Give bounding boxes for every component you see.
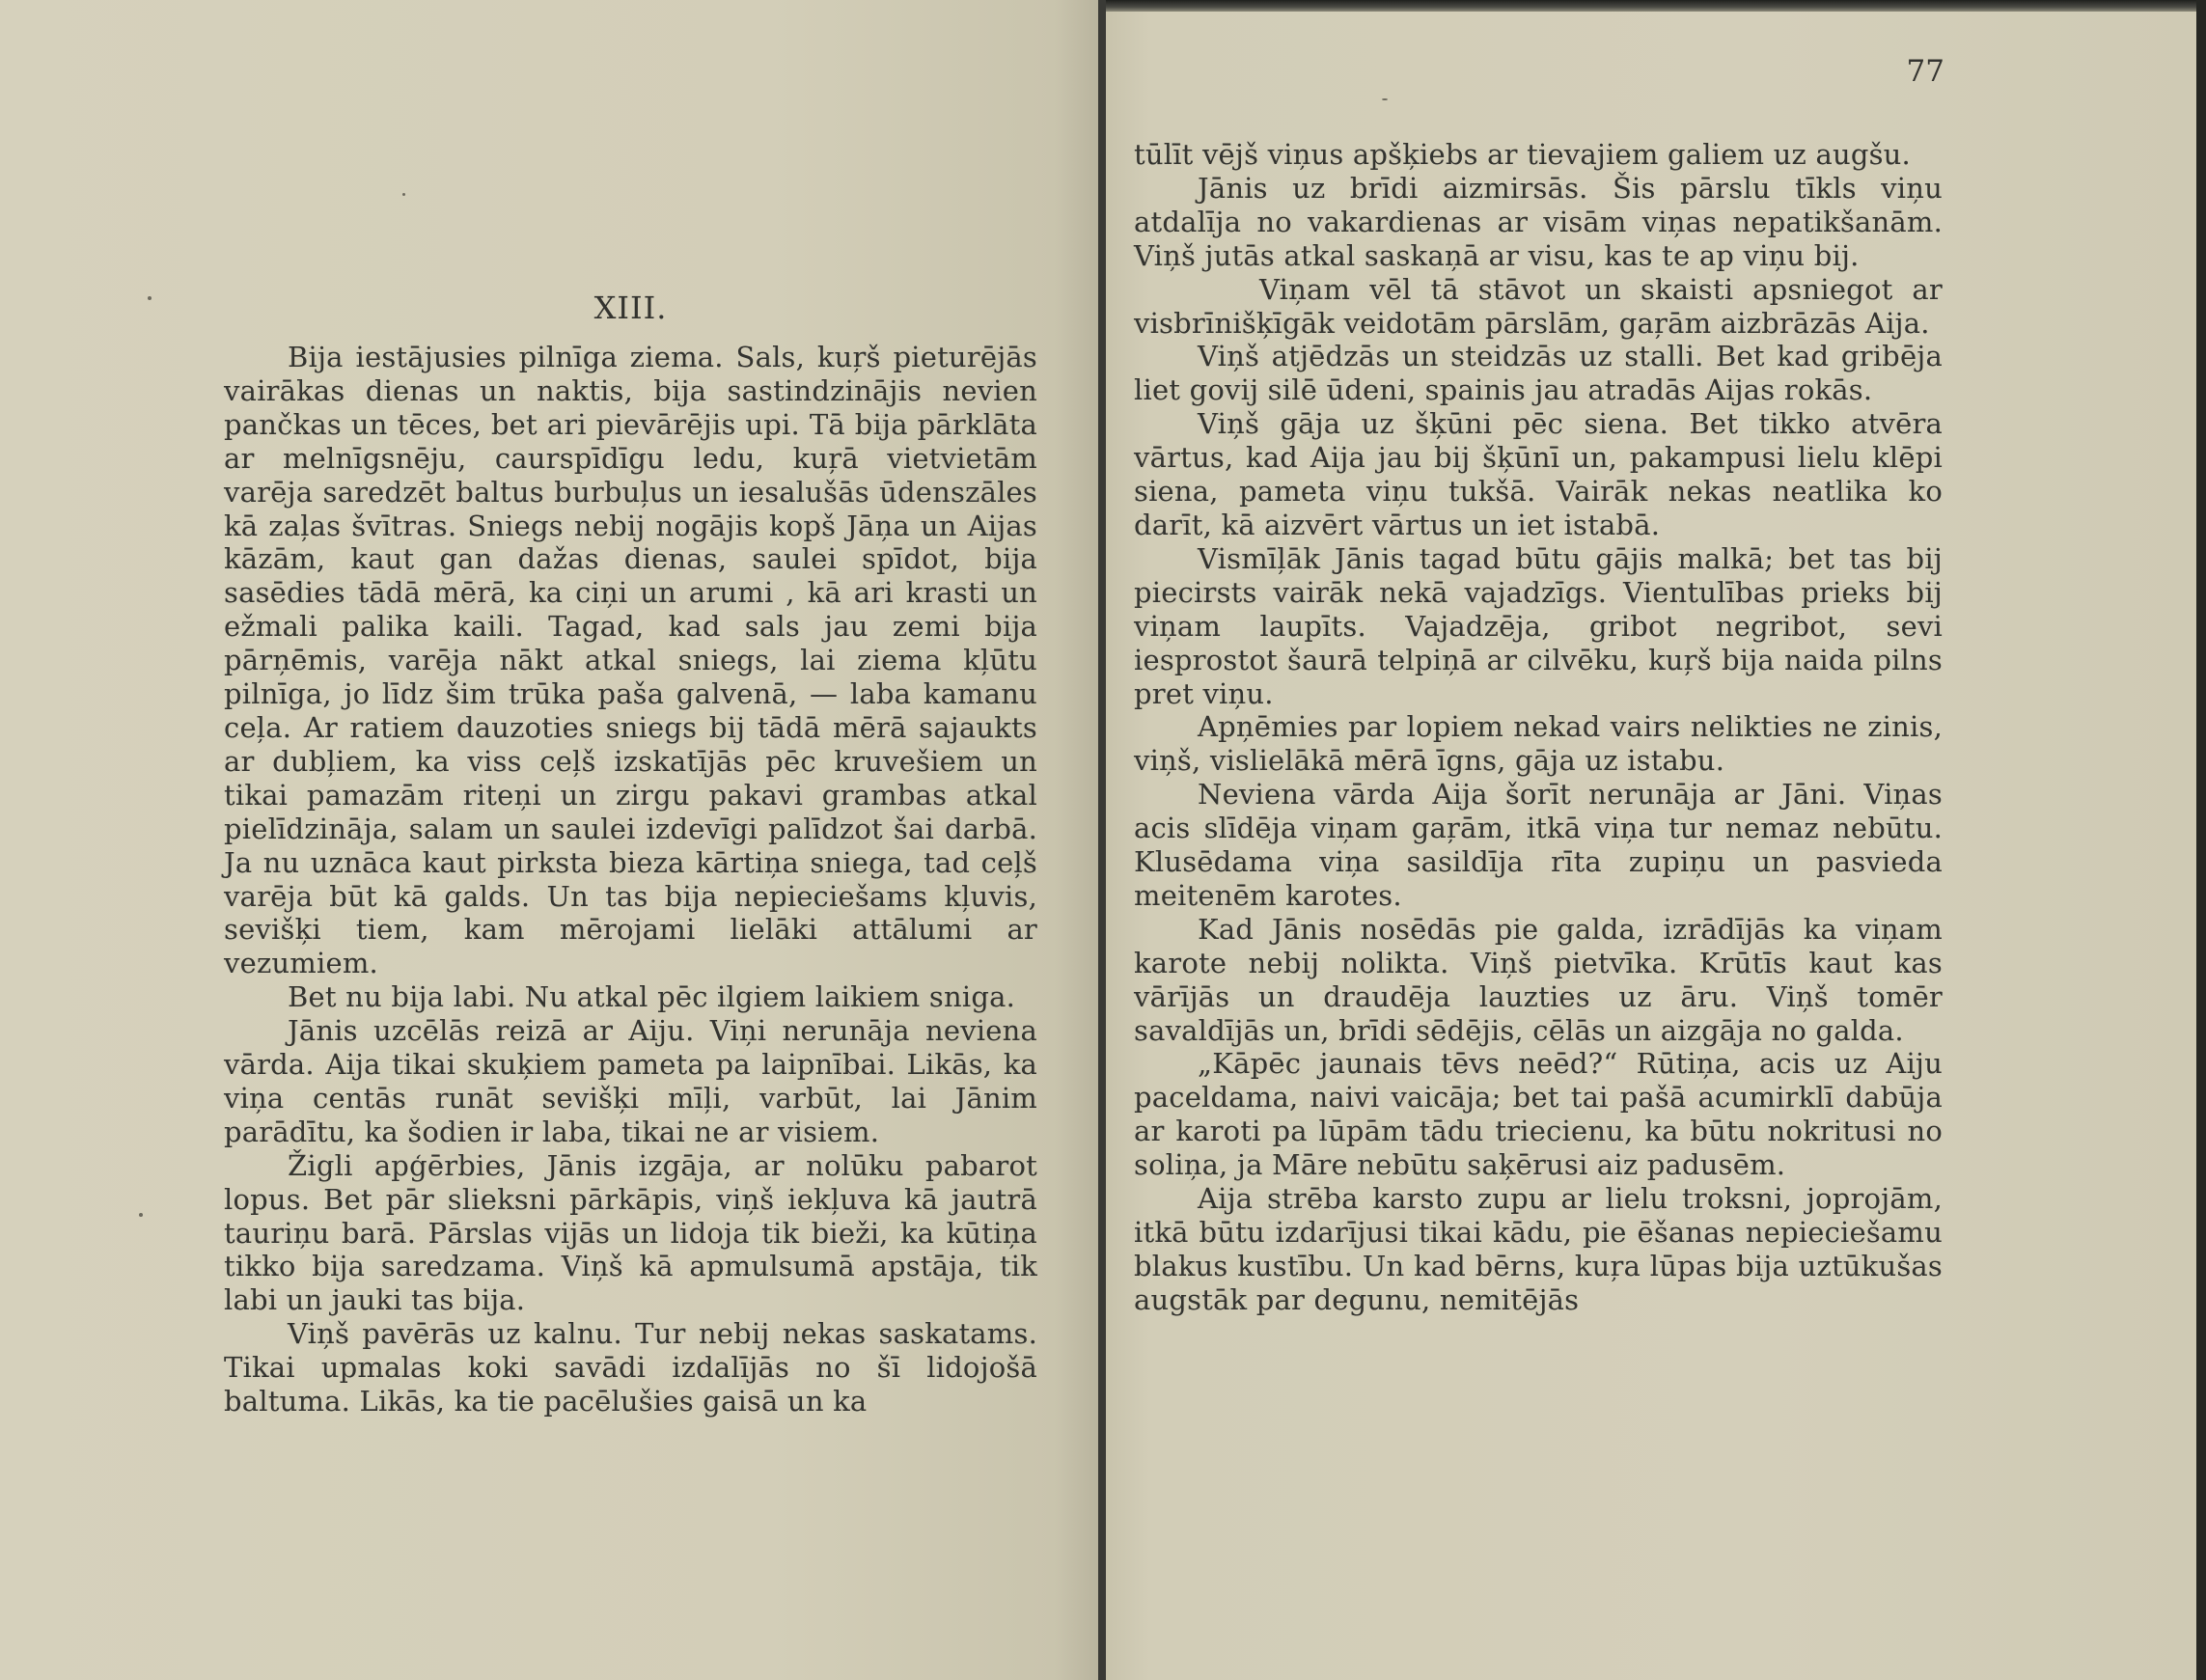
page-number: 77: [1906, 54, 1944, 89]
paragraph: Viņam vēl tā stāvot un skaisti apsniegot ar visbrīnišķīgāk veidotām pārslām, gaŗām aizbrāzās Aija.: [1134, 272, 1943, 340]
paragraph: Aija strēba karsto zupu ar lielu troksni, joprojām, itkā būtu izdarījusi tikai kādu, pie ēšanas nepieciešamu blakus kustību. Un kad bērns, kuŗa lūpas bija uztūkušas augstāk par degunu, nemitējās: [1134, 1182, 1943, 1316]
paper-speck: [148, 296, 152, 300]
chapter-heading: XIII.: [593, 289, 668, 326]
paper-speck: [402, 193, 405, 196]
paragraph: „Kāpēc jaunais tēvs neēd?“ Rūtiņa, acis uz Aiju paceldama, naivi vaicāja; bet tai pašā acumirklī dabūja ar karoti pa lūpām tādu triecienu, ka būtu nokritusi no soliņa, ja Māre nebūtu saķērusi aiz padusēm.: [1134, 1047, 1943, 1182]
paragraph: Žigli apģērbies, Jānis izgāja, ar nolūku pabarot lopus. Bet pār slieksni pārkāpis, viņš iekļuva kā jautrā tauriņu barā. Pārslas vijās un lidoja tik bieži, ka kūtiņa tikko bija saredzama. Viņš kā apmulsumā apstāja, tik labi un jauki tas bija.: [224, 1148, 1037, 1317]
paper-speck: [139, 1213, 143, 1217]
paragraph: Vismīļāk Jānis tagad būtu gājis malkā; bet tas bij piecirsts vairāk nekā vajadzīgs. Vientulības prieks bij viņam laupīts. Vajadzēja, gribot negribot, sevi iesprostot šaurā telpiņā ar cilvēku, kuŗš bija naida pilns pret viņu.: [1134, 541, 1943, 710]
paragraph: Apņēmies par lopiem nekad vairs nelikties ne zinis, viņš, vislielākā mērā īgns, gāja uz istabu.: [1134, 710, 1943, 778]
scan-top-edge: [1106, 0, 2206, 12]
paragraph: Jānis uz brīdi aizmirsās. Šis pārslu tīkls viņu atdalīja no vakardienas ar visām viņas nepatikšanām. Viņš jutās atkal saskaņā ar visu, kas te ap viņu bij.: [1134, 171, 1943, 272]
paragraph: Bija iestājusies pilnīga ziema. Sals, kuŗš pieturējās vairākas dienas un naktis, bija sastindzinājis nevien pančkas un tēces, bet ari pievārējis upi. Tā bija pārklāta ar melnīgsnēju, caurspīdīgu ledu, kuŗā vietvietām varēja saredzēt baltus burbuļus un iesalušās ūdenszāles kā zaļas švītras. Sniegs nebij nogājis kopš Jāņa un Aijas kāzām, kaut gan dažas dienas, saulei spīdot, bija sasēdies tādā mērā, ka ciņi un arumi , kā ari krasti un ežmali palika kaili. Tagad, kad sals jau zemi bija pārņēmis, varēja nākt atkal sniegs, lai ziema kļūtu pilnīga, jo līdz šim trūka paša galvenā, — laba kamanu ceļa. Ar ratiem dauzoties sniegs bij tādā mērā sajaukts ar dubļiem, ka viss ceļš izskatījās pēc kruvešiem un tikai pamazām riteņi un zirgu pakavi grambas atkal pielīdzināja, salam un saulei izdevīgi palīdzot šai darbā. Ja nu uznāca kaut pirksta bieza kārtiņa sniega, tad ceļš varēja būt kā galds. Un tas bija nepieciešams kļuvis, sevišķi tiem, kam mērojami lielāki attālumi ar vezumiem.: [224, 341, 1037, 980]
paragraph: Jānis uzcēlās reizā ar Aiju. Viņi nerunāja nevienа vārda. Aija tikai skuķiem pameta pa laipnībai. Likās, ka viņa centās runāt sevišķi mīļi, varbūt, lai Jānim parādītu, ka šodien ir laba, tikai ne ar visiem.: [224, 1014, 1037, 1148]
scan-right-edge: [2196, 0, 2206, 1680]
paragraph: Kad Jānis nosēdās pie galda, izrādījās ka viņam karote nebij nolikta. Viņš pietvīka. Krūtīs kaut kas vārījās un draudēja lauzties uz āru. Viņš tomēr savaldījās un, brīdi sēdējis, cēlās un aizgāja no galda.: [1134, 912, 1943, 1047]
paragraph: Bet nu bija labi. Nu atkal pēc ilgiem laikiem sniga.: [288, 980, 1015, 1014]
right-page-text: [1134, 138, 1943, 1317]
paragraph: tūlīt vējš viņus apšķiebs ar tievajiem galiem uz augšu.: [1134, 138, 1911, 171]
paragraph: Neviena vārda Aija šorīt nerunāja ar Jāni. Viņas acis slīdēja viņam gaŗām, itkā viņa tur nemaz nebūtu. Klusēdama viņa sasildīja rīta zupiņu un pasvieda meitenēm karotes.: [1134, 778, 1943, 912]
paper-speck: [1382, 98, 1388, 100]
paragraph: Viņš gāja uz šķūni pēc siena. Bet tikko atvēra vārtus, kad Aija jau bij šķūnī un, pakampusi lielu klēpi siena, pameta viņu tukšā. Vairāk nekas neatlika ko darīt, kā aizvērt vārtus un iet istabā.: [1134, 407, 1943, 541]
paragraph: Viņš atjēdzās un steidzās uz stalli. Bet kad gribēja liet govij silē ūdeni, spainis jau atradās Aijas rokās.: [1134, 340, 1943, 407]
paragraph: Viņš pavērās uz kalnu. Tur nebij nekas saskatams. Tikai upmalas koki savādi izdalījās no šī lidojošā baltuma. Likās, ka tie pacēlušies gaisā un ka: [224, 1317, 1037, 1418]
left-page-text: [224, 341, 1037, 1418]
book-gutter: [1098, 0, 1106, 1680]
